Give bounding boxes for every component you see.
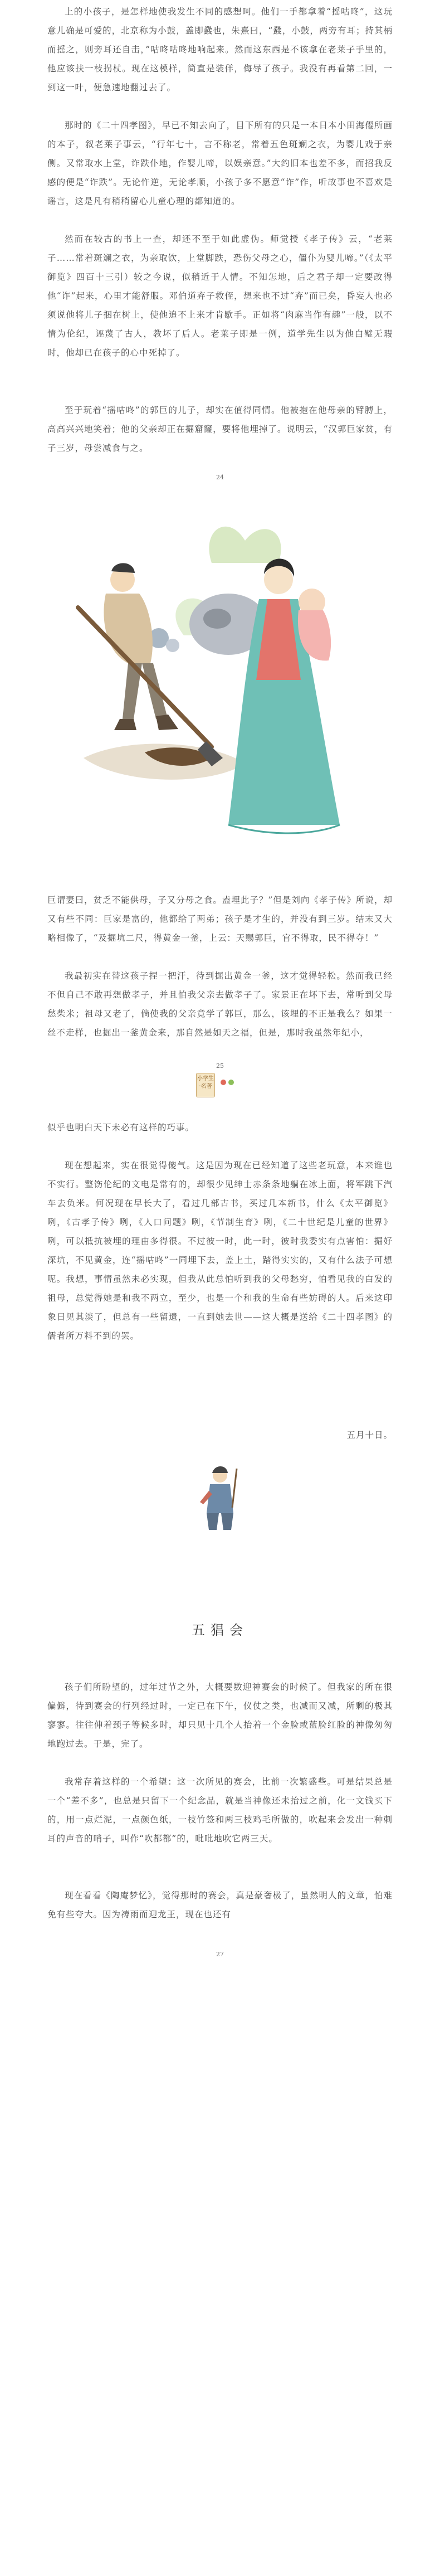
signoff-date: 五月十日。: [346, 1430, 393, 1440]
paragraph: 现在想起来，实在很觉得傻气。这是因为现在已经知道了这些老玩意，本来谁也不实行。整饬伦纪的文电是常有的，却很少见绅士赤条条地躺在冰上面，将军跳下汽车去负米。何况现在早长大了，看过几部古书，买过几本新书，什么《太平御览》咧，《古孝子传》咧，《人口问题》咧，《节制生育》咧，《二十世纪是儿童的世界》咧，可以抵抗被埋的理由多得很。不过彼一时，此一时，彼时我委实有点害怕：掘好深坑，不见黄金，连“摇咕咚”一同埋下去，盖上土，踏得实实的，又有什么法子可想呢。我想，事情虽然未必实现，但我从此总怕听到我的父母愁穷，怕看见我的白发的祖母，总觉得她是和我不两立，至少，也是一个和我的生命有些妨碍的人。后来这印象日见其淡了，但总有一些留遗，一直到她去世——这大概是送给《二十四孝图》的儒者所万料不到的罢。: [47, 1160, 393, 1341]
logo-badge: 小学生·名著: [196, 1073, 215, 1097]
logo-green-dot: [228, 1080, 234, 1085]
paragraph: 巨谓妻曰，贫乏不能供母，子又分母之食。盍埋此子？”但是刘向《孝子传》所说，却又有些不同：巨家是富的，他都给了两弟；孩子是才生的，并没有到三岁。结末又大略相像了，“及掘坑二尺，得黄金一釜，上云：天赐郭巨，官不得取，民不得夺！”: [47, 895, 393, 943]
paragraph: 那时的《二十四孝图》，早已不知去向了，目下所有的只是一本日本小田海僊所画的本子，叙老莱子事云，“行年七十，言不称老，常着五色斑斓之衣，为婴儿戏于亲侧。又常取水上堂，诈跌仆地，作婴儿啼，以娱亲意。”大约旧本也差不多，而招我反感的便是“诈跌”。无论忤逆，无论孝顺，小孩子多不愿意“诈”作，听故事也不喜欢是谣言，这是凡有稍稍留心儿童心理的都知道的。: [47, 120, 393, 206]
chapter-title: 五猖会: [192, 1622, 248, 1638]
series-logo: [196, 1073, 244, 1100]
paragraph: 然而在较古的书上一查，却还不至于如此虚伪。师觉授《孝子传》云，“老莱子……常着斑斓之衣，为亲取饮，上堂脚跌，恐伤父母之心，僵仆为婴儿啼。”（《太平御览》四百十三引）较之今说，似稍近于人情。不知怎地，后之君子却一定要改得他“诈”起来，心里才能舒服。邓伯道弃子救侄，想来也不过“弃”而已矣，昏妄人也必须说他将儿子捆在树上，使他追不上来才肯歇手。正如将“肉麻当作有趣”一般，以不情为伦纪，诬蔑了古人，教坏了后人。老莱子即是一例，道学先生以为他白璧无瑕时，他却已在孩子的心中死掉了。: [47, 234, 393, 358]
paragraph: 我常存着这样的一个希望：这一次所见的赛会，比前一次繁盛些。可是结果总是一个“差不多”，也总是只留下一个纪念品，就是当神像还未抬过之前，化一文钱买下的，用一点烂泥，一点颜色纸，一枝竹签和两三枝鸡毛所做的，吹起来会发出一种刺耳的声音的哨子，叫作“吹都都”的，吡吡地吹它两三天。: [47, 1777, 393, 1844]
logo-red-dot: [221, 1080, 226, 1085]
paragraph: 上的小孩子，是怎样地使我发生不同的感想呵。他们一手都拿着“摇咕咚”，这玩意儿确是可爱的，北京称为小鼓，盖即鼗也，朱熹曰，“鼗，小鼓，两旁有耳；持其柄而摇之，则旁耳还自击，”咕咚咕咚地响起来。然而这东西是不该拿在老莱子手里的，他应该扶一枝拐杖。现在这模样，简直是装佯，侮辱了孩子。我没有再看第二回，一到这一叶，便急速地翻过去了。: [47, 7, 393, 93]
warrior-illustration: [192, 1463, 248, 1535]
guoju-illustration: [45, 496, 401, 864]
paragraph: 我最初实在替这孩子捏一把汗，待到掘出黄金一釜，这才觉得轻松。然而我已经不但自己不敢再想做孝子，并且怕我父亲去做孝子了。家景正在坏下去，常听到父母愁柴米；祖母又老了，倘使我的父亲竟学了郭巨，那么，该埋的不正是我么？如果一丝不走样，也掘出一釜黄金来，那自然是如天之福，但是，那时我虽然年纪小，: [47, 971, 393, 1038]
paragraph: 似乎也明白天下未必有这样的巧事。: [47, 1122, 195, 1133]
paragraph: 至于玩着“摇咕咚”的郭巨的儿子，却实在值得同情。他被抱在他母亲的臂膊上，高高兴兴地笑着；他的父亲却正在掘窟窿，要将他埋掉了。说明云，“汉郭巨家贫，有子三岁，母尝减食与之。: [47, 405, 393, 453]
page-number: 27: [216, 1951, 224, 1958]
paragraph: 孩子们所盼望的，过年过节之外，大概要数迎神赛会的时候了。但我家的所在很偏僻，待到赛会的行列经过时，一定已在下午，仪仗之类，也减而又减，所剩的极其寥寥。往往伸着颈子等候多时，却只见十几个人抬着一个金脸或蓝脸红脸的神像匆匆地跑过去。于是，完了。: [47, 1682, 393, 1749]
page-number: 24: [216, 474, 224, 481]
page-number: 25: [216, 1062, 224, 1070]
paragraph: 现在看看《陶庵梦忆》，觉得那时的赛会，真是豪奢极了，虽然明人的文章，怕难免有些夸大。因为祷雨而迎龙王，现在也还有: [47, 1890, 393, 1919]
